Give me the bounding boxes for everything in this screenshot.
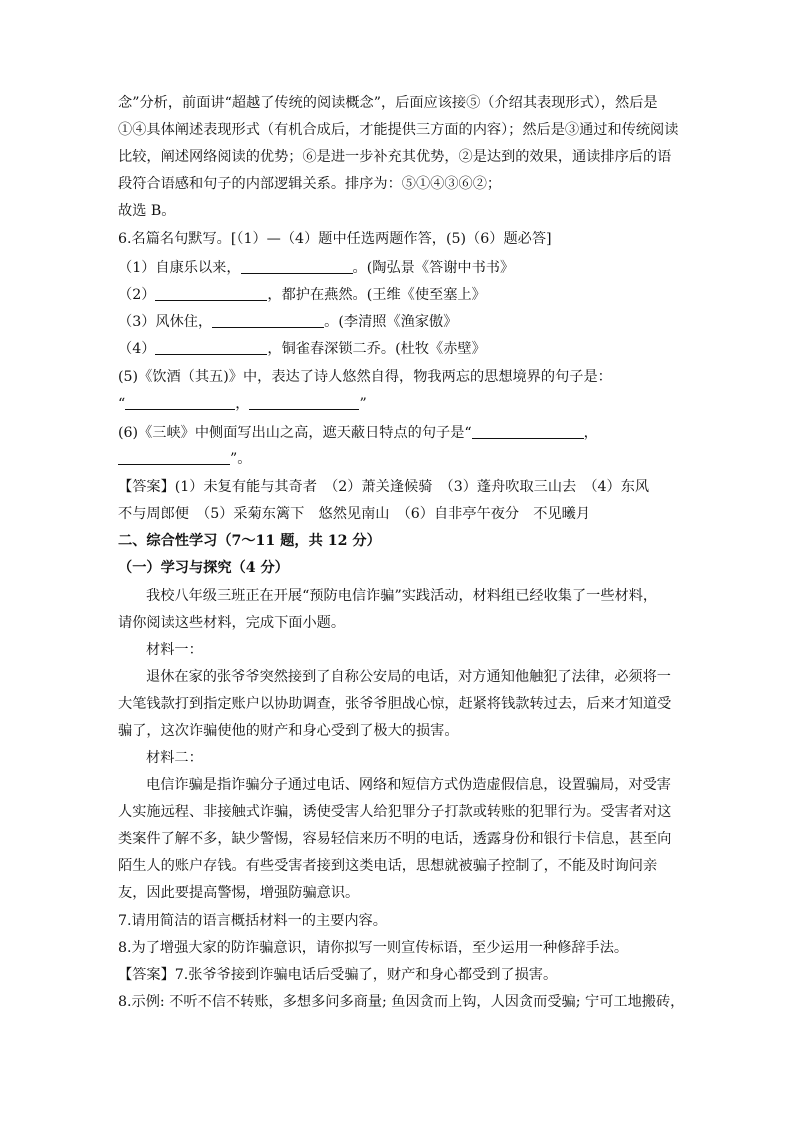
answer-blank[interactable] bbox=[155, 340, 267, 355]
question-6-item-6 bbox=[118, 422, 598, 444]
answer-blank[interactable] bbox=[249, 395, 359, 410]
analysis-conclusion: 故选 B。 bbox=[118, 203, 176, 219]
answer-blank[interactable] bbox=[212, 313, 324, 328]
question-7: 7.请用简洁的语言概括材料一的主要内容。 bbox=[118, 913, 387, 929]
question-6-title: 6.名篇名句默写。[（1）—（4）题中任选两题作答，(5)（6）题必答] bbox=[118, 231, 552, 247]
question-6-item-2 bbox=[118, 284, 486, 306]
material-2-line-2: 人实施远程、非接触式诈骗，诱使受害人给犯罪分子打款或转账的犯罪行为。受害者对这 bbox=[118, 804, 672, 820]
analysis-line-1: 念”分析，前面讲“超越了传统的阅读概念”，后面应该接⑤（介绍其表现形式），然后是 bbox=[118, 95, 658, 111]
answer-blank[interactable] bbox=[241, 259, 353, 274]
answer-8: 8.示例: 不听不信不转账，多想多问多商量; 鱼因贪而上钩，人因贪而受骗; 宁可工地搬砖， bbox=[118, 994, 685, 1010]
analysis-line-2: ①④具体阐述表现形式（有机合成后，才能提供三方面的内容）；然后是③通过和传统阅读 bbox=[118, 122, 679, 138]
answer-blank[interactable] bbox=[155, 286, 267, 301]
item-2-prompt: （2） bbox=[118, 287, 156, 303]
item-4-prompt: （4） bbox=[118, 341, 156, 357]
item-3-prompt: （3）风休住， bbox=[118, 314, 213, 330]
material-1-line-1: 退休在家的张爷爷突然接到了自称公安局的电话，对方通知他触犯了法律，必须将一 bbox=[146, 669, 671, 685]
material-2-line-5: 友，因此要提高警惕，增强防骗意识。 bbox=[118, 885, 360, 901]
material-2-line-3: 类案件了解不多，缺少警惕，容易轻信来历不明的电话，透露身份和银行卡信息，甚至向 bbox=[118, 831, 672, 847]
item-1-prompt: （1）自康乐以来， bbox=[118, 260, 241, 276]
section-2-subtitle: （一）学习与探究（4 分） bbox=[118, 560, 289, 576]
open-quote: “ bbox=[118, 396, 126, 412]
question-6-item-1 bbox=[118, 257, 514, 279]
answer-blank[interactable] bbox=[125, 395, 235, 410]
question-6-item-6-cont bbox=[118, 448, 251, 470]
item-2-source: ，都护在燕然。(王维《使至塞上》 bbox=[267, 287, 486, 303]
comma: ， bbox=[235, 396, 250, 412]
material-1-line-3: 骗了，这次诈骗使他的财产和身心受到了极大的损害。 bbox=[118, 723, 459, 739]
answer-7: 【答案】7.张爷爷接到诈骗电话后受骗了，财产和身心都受到了损害。 bbox=[118, 967, 558, 983]
question-6-item-5: (5)《饮酒（其五)》中，表达了诗人悠然自得，物我两忘的思想境界的句子是： bbox=[118, 369, 612, 385]
item-4-source: ，铜雀春深锁二乔。(杜牧《赤壁》 bbox=[267, 341, 486, 357]
item-3-source: 。(李清照《渔家傲》 bbox=[324, 314, 458, 330]
answer-blank[interactable] bbox=[118, 450, 230, 465]
question-8: 8.为了增强大家的防诈骗意识，请你拟写一则宣传标语，至少运用一种修辞手法。 bbox=[118, 940, 629, 956]
question-6-item-4 bbox=[118, 338, 486, 360]
material-2-line-1: 电信诈骗是指诈骗分子通过电话、网络和短信方式伪造虚假信息，设置骗局，对受害 bbox=[146, 777, 671, 793]
material-2-line-4: 陌生人的账户存钱。有些受害者接到这类电话，思想就被骗子控制了，不能及时询问亲 bbox=[118, 858, 658, 874]
material-2-label: 材料二： bbox=[146, 750, 203, 766]
item-6-prompt: (6)《三峡》中侧面写出山之高，遮天蔽日特点的句子是“ bbox=[118, 425, 472, 441]
close-quote: ” bbox=[359, 396, 367, 412]
analysis-line-3: 比较，阐述网络阅读的优势；⑥是进一步补充其优势，②是达到的效果，通读排序后的语 bbox=[118, 149, 672, 165]
question-6-answer-line-2: 不与周郎便 （5）采菊东篱下 悠然见南山 （6）自非亭午夜分 不见曦月 bbox=[118, 506, 591, 522]
close-quote: ”。 bbox=[230, 451, 252, 467]
material-1-label: 材料一： bbox=[146, 642, 203, 658]
section-2-title: 二、综合性学习（7～11 题，共 12 分） bbox=[118, 533, 381, 549]
question-6-item-3 bbox=[118, 311, 457, 333]
intro-line-1: 我校八年级三班正在开展“预防电信诈骗”实践活动，材料组已经收集了一些材料， bbox=[146, 588, 658, 604]
question-6-answer-line-1: 【答案】(1）未复有能与其奇者 （2）萧关逢候骑 （3）蓬舟吹取三山去 （4）东风 bbox=[118, 479, 650, 495]
item-1-source: 。(陶弘景《答谢中书书》 bbox=[352, 260, 515, 276]
analysis-line-4: 段符合语感和句子的内部逻辑关系。排序为：⑤①④③⑥②； bbox=[118, 176, 502, 192]
question-6-item-5-blanks bbox=[118, 393, 367, 415]
comma: ， bbox=[583, 425, 598, 441]
answer-blank[interactable] bbox=[472, 424, 584, 439]
intro-line-2: 请你阅读这些材料，完成下面小题。 bbox=[118, 615, 346, 631]
material-1-line-2: 大笔钱款打到指定账户以协助调查，张爷爷胆战心惊，赶紧将钱款转过去，后来才知道受 bbox=[118, 696, 672, 712]
